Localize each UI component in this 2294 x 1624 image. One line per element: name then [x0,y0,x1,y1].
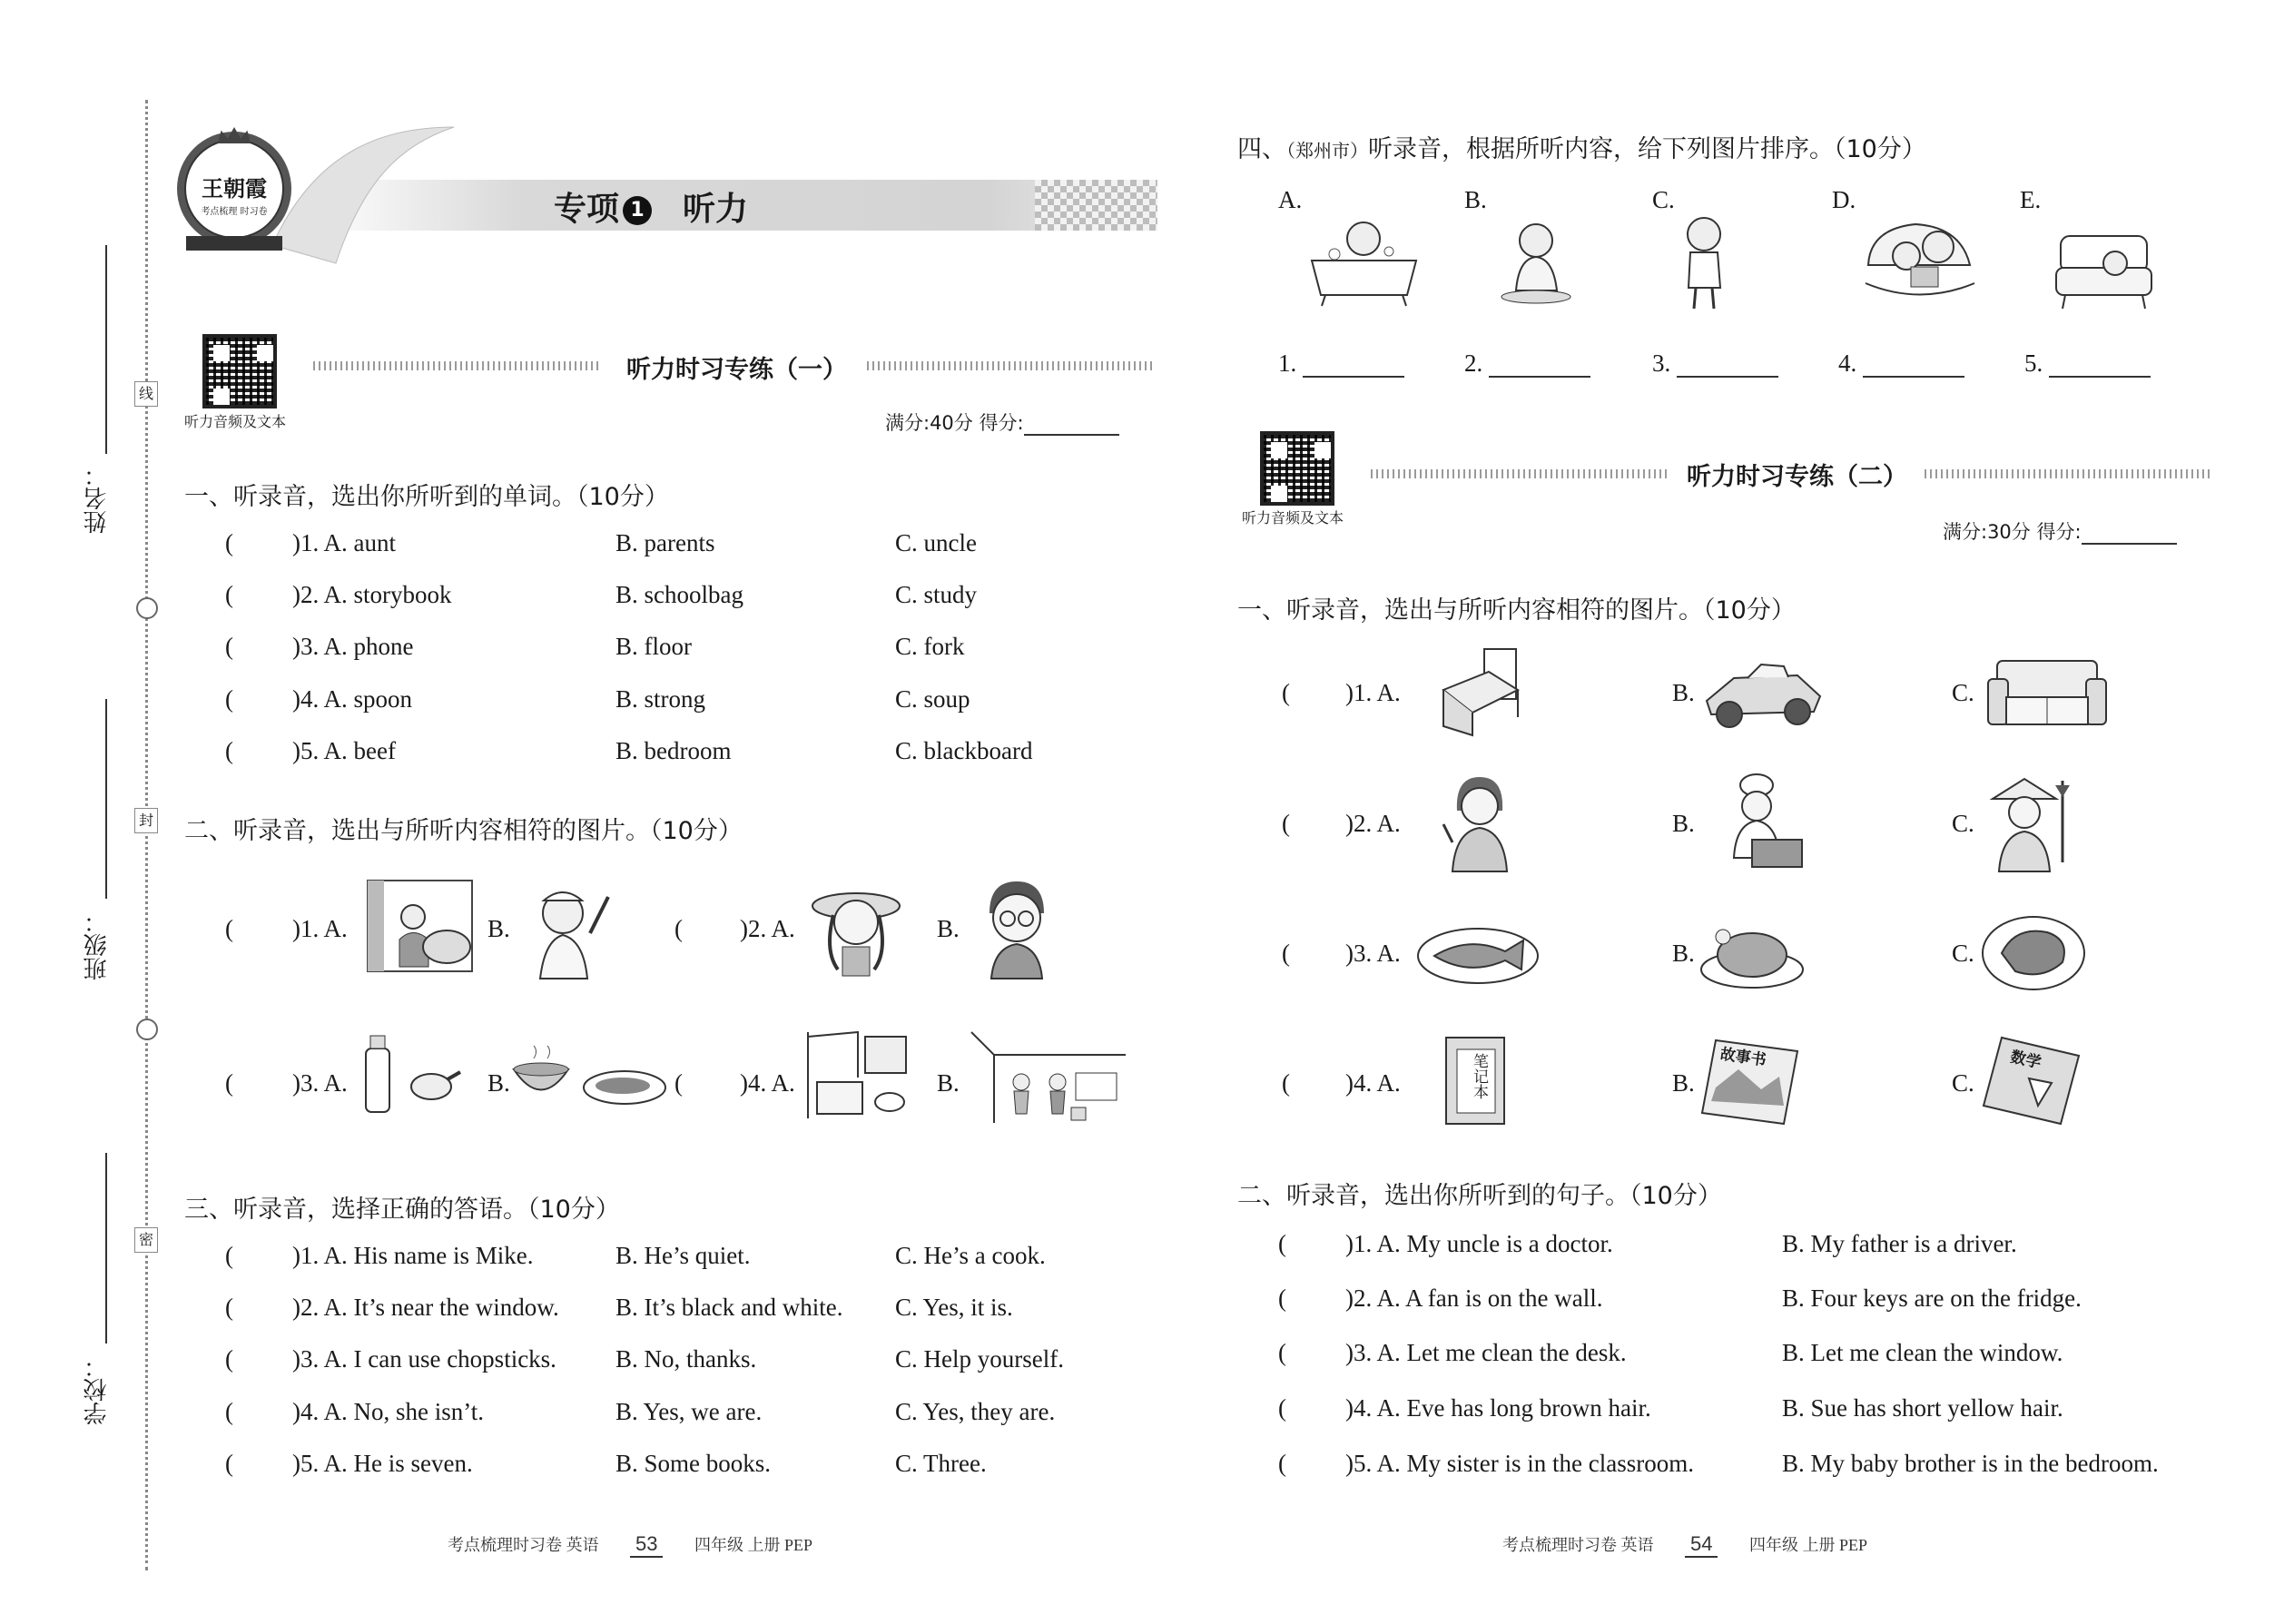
name-field[interactable] [80,245,116,536]
answer-paren[interactable]: ( [225,737,233,764]
cut-mark-mi: 密 [134,1227,158,1253]
s3-heading: 三、听录音，选择正确的答语。（10分） [184,1196,620,1224]
bathroom-picture[interactable] [803,1028,917,1123]
footer-right-page: 考点梳理时习卷 英语 54 四年级 上册 PEP [1502,1532,1867,1558]
monkey-standing-picture[interactable] [1670,211,1738,312]
answer-paren[interactable]: ( [225,1069,233,1097]
answer-paren[interactable]: ( [225,633,233,660]
answer-paren[interactable]: ( [1278,1284,1286,1312]
answer-paren[interactable]: ( [225,685,233,713]
teacher-woman-picture[interactable] [1439,770,1521,874]
exercise-title-2: 听力时习专练（二） [1687,463,1907,491]
answer-paren[interactable]: ( [225,1450,233,1477]
name-label: 姓名： [84,463,111,534]
answer-paren[interactable]: ( [1278,1394,1286,1422]
binding-circle-1 [136,597,158,619]
s1-heading: 一、听录音，选出你所听到的单词。（10分） [184,483,669,511]
answer-paren[interactable]: ( [674,1069,683,1097]
math-book-picture[interactable] [1979,1033,2083,1131]
qr-caption-left: 听力音频及文本 [184,415,287,430]
binding-dotted-line [145,100,148,1570]
answer-paren[interactable]: ( [225,529,233,556]
footer-left-page: 考点梳理时习卷 英语 53 四年级 上册 PEP [448,1532,812,1558]
brand-logo [177,127,295,254]
answer-paren[interactable]: ( [1282,1069,1290,1097]
s4-heading: 四、（郑州市）听录音，根据所听内容，给下列图片排序。（10分） [1237,135,1926,163]
answer-paren[interactable]: ( [1278,1450,1286,1477]
answer-paren[interactable]: ( [225,581,233,608]
class-label: 班级： [84,910,111,980]
exercise-title-1: 听力时习专练（一） [626,356,847,384]
score-blank[interactable] [2082,521,2177,545]
s2-heading: 二、听录音，选出与所听内容相符的图片。（10分） [184,817,743,845]
notebook-label: 笔记本 [1470,1053,1488,1099]
notebook-picture[interactable] [1439,1033,1511,1128]
fish-plate-picture[interactable] [1414,924,1541,988]
bed-picture[interactable] [1434,645,1525,740]
farmer-picture[interactable] [1979,772,2079,873]
order-blank-5[interactable]: 5. [2024,349,2151,378]
monkeys-reading-picture[interactable] [1861,211,1979,312]
beef-plate-picture[interactable] [1979,912,2088,994]
crown-icon [218,127,251,143]
toy-car-picture[interactable] [1698,655,1825,733]
order-blank-4[interactable]: 4. [1838,349,1964,378]
kids-room-picture[interactable] [967,1028,1130,1126]
storybook-label: 故事书 [1718,1045,1767,1070]
section-title: 专项 1 听力 [554,191,749,228]
page-number-53: 53 [630,1532,663,1558]
p2-heading: 二、听录音，选出你所听到的句子。（10分） [1237,1182,1722,1210]
storybook-picture[interactable] [1698,1033,1802,1131]
score-blank[interactable] [1024,412,1119,436]
answer-paren[interactable]: ( [225,1345,233,1373]
monkey-bath-picture[interactable] [1307,204,1421,309]
logo-sub: 考点梳理 时习卷 [201,207,268,217]
page-number-54: 54 [1685,1532,1718,1558]
score-line-right: 满分:30分 得分: [1943,517,2177,545]
banner-checker [1035,180,1157,231]
roast-chicken-picture[interactable] [1698,917,1807,994]
qr-caption-right: 听力音频及文本 [1242,511,1344,527]
school-label: 学校： [84,1354,111,1425]
class-field[interactable] [80,699,116,989]
answer-paren[interactable]: ( [674,915,683,942]
logo-name: 王朝霞 [202,176,267,202]
soup-fish-picture[interactable] [507,1042,670,1110]
qr-code-left[interactable] [202,334,277,408]
qr-code-right[interactable] [1260,431,1334,506]
answer-paren[interactable]: ( [1282,940,1290,967]
girl-hat-picture[interactable] [806,879,906,979]
boy-glasses-picture[interactable] [971,877,1062,980]
monkey-sofa-picture[interactable] [2052,218,2156,313]
chef-picture[interactable] [1716,772,1807,871]
answer-paren[interactable]: ( [1278,1230,1286,1257]
answer-paren[interactable]: ( [225,1398,233,1425]
milk-drumstick-picture[interactable] [359,1030,463,1121]
p1-heading: 一、听录音，选出与所听内容相符的图片。（10分） [1237,596,1796,625]
score-line-left: 满分:40分 得分: [885,408,1119,436]
driver-picture[interactable] [363,876,477,976]
nurse-picture[interactable] [522,879,622,980]
cut-mark-feng: 封 [134,808,158,833]
binding-circle-2 [136,1019,158,1040]
order-blank-1[interactable]: 1. [1278,349,1404,378]
monkey-eating-picture[interactable] [1493,213,1580,309]
order-blank-2[interactable]: 2. [1464,349,1590,378]
answer-paren[interactable]: ( [225,1294,233,1321]
sofa-picture[interactable] [1984,652,2111,738]
title-number-badge: 1 [623,196,652,225]
answer-paren[interactable]: ( [225,915,233,942]
school-field[interactable] [80,1153,116,1443]
answer-paren[interactable]: ( [1282,810,1290,837]
math-book-label: 数学 [2008,1048,2043,1073]
cut-mark-xian: 线 [134,381,158,407]
answer-paren[interactable]: ( [1278,1339,1286,1366]
answer-paren[interactable]: ( [225,1242,233,1269]
answer-paren[interactable]: ( [1282,679,1290,706]
order-blank-3[interactable]: 3. [1652,349,1778,378]
